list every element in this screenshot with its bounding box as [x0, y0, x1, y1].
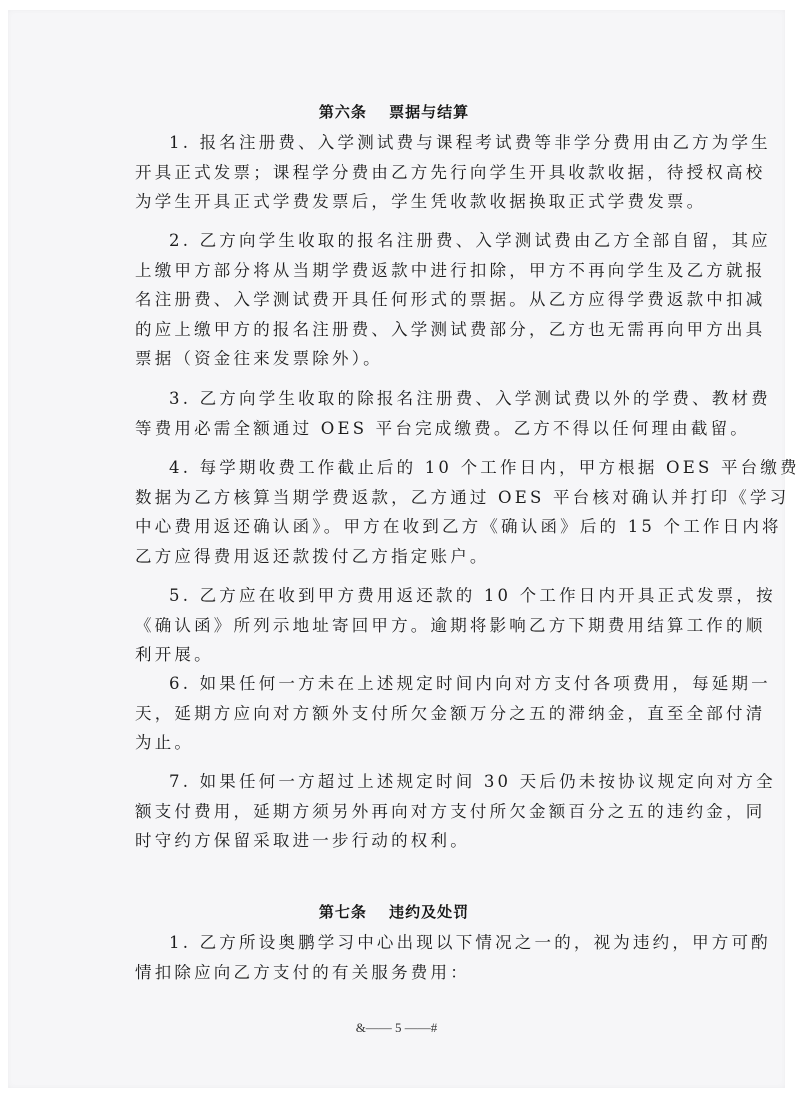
section-6-paragraph-5 [102, 581, 776, 670]
text-line: 为学生开具正式学费发票后，学生凭收款收据换取正式学费发票。 [135, 192, 707, 211]
text-line: 的应上缴甲方的报名注册费、入学测试费部分，乙方也无需再向甲方出具 [135, 319, 766, 339]
text-line: 6. 如果任何一方未在上述规定时间内向对方支付各项费用，每延期一 [169, 674, 771, 693]
section-heading-7: 第七条 违约及处罚 [318, 903, 470, 921]
section-6-paragraph-2 [102, 226, 771, 374]
section-6-paragraph-3 [102, 384, 771, 443]
text-line: 2. 乙方向学生收取的报名注册费、入学测试费由乙方全部自留，其应 [169, 231, 771, 250]
text-line: 等费用必需全额通过 OES 平台完成缴费。乙方不得以任何理由截留。 [135, 418, 750, 438]
text-line: 中心费用返还确认函》。甲方在收到乙方《确认函》后的 15 个工作日内将 [135, 517, 782, 536]
text-line: 天，延期方应向对方额外支付所欠金额万分之五的滞纳金，直至全部付清 [135, 703, 766, 723]
text-line: 利开展。 [135, 645, 214, 664]
text-line: 1. 乙方所设奥鹏学习中心出现以下情况之一的，视为违约，甲方可酌 [169, 933, 771, 952]
text-line: 额支付费用，延期方须另外再向对方支付所欠金额百分之五的违约金，同 [135, 801, 766, 821]
scanned-page [8, 10, 800, 1088]
text-line: 数据为乙方核算当期学费返款，乙方通过 OES 平台核对确认并打印《学习 [135, 487, 790, 507]
text-line: 4. 每学期收费工作截止后的 10 个工作日内，甲方根据 OES 平台缴费 [169, 458, 800, 477]
text-line: 7. 如果任何一方超过上述规定时间 30 天后仍未按协议规定向对方全 [169, 772, 776, 791]
text-line: 5. 乙方应在收到甲方费用返还款的 10 个工作日内开具正式发票，按 [169, 586, 776, 605]
page-number: &—— 5 ——# [355, 1020, 438, 1035]
section-heading-6: 第六条 票据与结算 [318, 103, 470, 121]
text-line: 时守约方保留采取进一步行动的权利。 [135, 831, 470, 850]
text-line: 1. 报名注册费、入学测试费与课程考试费等非学分费用由乙方为学生 [169, 133, 771, 152]
section-6-paragraph-7 [102, 767, 776, 856]
text-line: 情扣除应向乙方支付的有关服务费用： [135, 962, 470, 982]
text-line: 为止。 [135, 733, 195, 752]
section-6-paragraph-6 [102, 669, 771, 758]
text-line: 开具正式发票；课程学分费由乙方先行向学生开具收款收据，待授权高校 [135, 162, 766, 182]
section-6-paragraph-1 [102, 128, 771, 217]
text-line: 《确认函》所列示地址寄回甲方。逾期将影响乙方下期费用结算工作的顺 [135, 615, 766, 635]
text-line: 上缴甲方部分将从当期学费返款中进行扣除，甲方不再向学生及乙方就报 [135, 260, 766, 280]
text-line: 3. 乙方向学生收取的除报名注册费、入学测试费以外的学费、教材费 [169, 389, 771, 408]
text-line: 乙方应得费用返还款拨付乙方指定账户。 [135, 546, 490, 566]
section-7-paragraph-1 [102, 928, 771, 987]
section-6-paragraph-4 [102, 453, 800, 571]
text-line: 票据（资金往来发票除外）。 [135, 349, 383, 368]
text-line: 名注册费、入学测试费开具任何形式的票据。从乙方应得学费返款中扣减 [135, 290, 766, 309]
